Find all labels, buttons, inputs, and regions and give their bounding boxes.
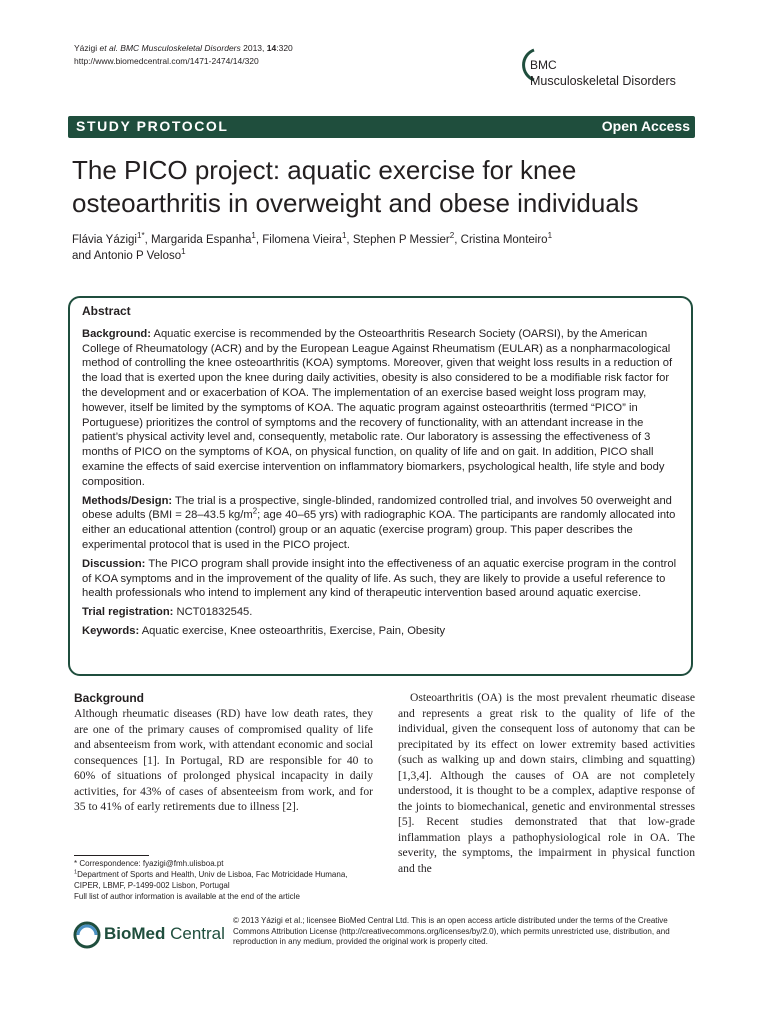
- footnotes: [74, 858, 374, 902]
- full-list-note: Full list of author information is available at the end of the article: [74, 892, 300, 901]
- abstract-discussion: Discussion: The PICO program shall provide insight into the effectiveness of an aquatic exercise program in the control of KOA symptoms and in the improvement of the quality of life. As such, they are likely to provide a useful reference to health professionals who intend to implement any kind of therapeutic intervention based around aquatic exercise.: [82, 557, 677, 600]
- author-list: Flávia Yázigi$^{1*}$, Margarida Espanha$^1$, Filomena Vieira$^1$, Stephen P Messier$^2$, Cristina Monteiro$^1$ and Antonio P Veloso$^1$: [72, 231, 553, 262]
- body-paragraph: Osteoarthritis (OA) is the most prevalent rheumatic disease and represents a great risk to the quality of life of the individual, given the consequent loss of autonomy that can be precipitated by its effect on lower extremity based activities (such as walking up and down stairs, climbing and squatting) [1,3,4]. Although the causes of OA are not completely understood, it is thought to be a complex, adaptive response of the joints to biomechanical, genetic and environmental stresses [5]. Recent studies demonstrated that that low-grade inflammation plays a pathophysiological role in OA. The severity, the symptoms, the impairment in physical function and the: [398, 691, 695, 875]
- article-type-label: STUDY PROTOCOL: [76, 118, 229, 134]
- biomed-central-logo: [72, 916, 225, 952]
- author[interactable]: Stephen P Messier$^2$: [352, 231, 455, 246]
- article-title: The PICO project: aquatic exercise for knee osteoarthritis in overweight and obese individuals: [72, 155, 639, 218]
- body-paragraph: Although rheumatic diseases (RD) have low death rates, they are one of the primary causes of compromised quality of life and absenteeism from work, with attendant economic and social consequences [1]. In Portugal, RD are responsible for 40 to 60% of situations of prolonged physical incapacity in daily activities, for 43% of cases of absenteeism from work, and for 35 to 41% of early retirements due to illness [2].: [74, 707, 373, 813]
- abstract-heading: Abstract: [82, 304, 131, 318]
- journal-logo: [514, 46, 714, 96]
- citation-line: Yázigi et al. BMC Musculoskeletal Disorders 2013, 14:320: [74, 43, 293, 53]
- affiliation-note: $^1$Department of Sports and Health, Univ de Lisboa, Fac Motricidade Humana, CIPER, LBMF, P-1499-002 Lisbon, Portugal: [74, 869, 348, 890]
- author[interactable]: Margarida Espanha$^1$: [151, 231, 256, 246]
- author[interactable]: Antonio P Veloso$^1$: [93, 247, 186, 262]
- biomed-central-wordmark: BioMed Central: [104, 924, 225, 943]
- body-column-left: [74, 690, 373, 815]
- abstract-box: [68, 296, 693, 676]
- body-column-right: [398, 690, 695, 876]
- copyright-notice: © 2013 Yázigi et al.; licensee BioMed Central Ltd. This is an open access article distributed under the terms of the Creative Commons Attribution License (http://creativecommons.org/licenses/by/2.0), which permits unrestricted use, distribution, and reproduction in any medium, provided the original work is properly cited.: [233, 916, 670, 946]
- footnote-rule: [74, 855, 149, 856]
- section-heading-background: Background: [74, 691, 145, 705]
- abstract-background: Background: Aquatic exercise is recommended by the Osteoarthritis Research Society (OARSI), by the American College of Rheumatology (ACR) and by the European League Against Rheumatism (EULAR) as a nonpharmacological method of controlling the knee osteoarthritis (KOA) symptoms. Moreover, given that weight loss results in a reduction of the load that is exerted upon the knee during daily activities, obesity is also considered to be a modifiable risk factor for the development and or exacerbation of KOA. The implementation of an exercise based weight loss program may, however, itself be limited by the symptoms of KOA. The aquatic program against osteoarthritis (termed “PICO” in Portuguese) prioritizes the control of symptoms and the recovery of functionality, with an attendant increase in the patient’s physical activity level and, consequently, metabolic rate. Our laboratory is assessing the effectiveness of 3 months of PICO on the symptoms of KOA, on physical function, on quality of life and on gait. In addition, PICO shall examine the effects of said exercise intervention on inflammatory biomarkers, psychological health, life style and body composition.: [82, 327, 673, 488]
- abstract-trial-registration: Trial registration: NCT01832545.: [82, 606, 253, 619]
- author[interactable]: Filomena Vieira$^1$: [262, 231, 347, 246]
- citation-header: [74, 42, 293, 68]
- abstract-methods: Methods/Design: The trial is a prospective, single-blinded, randomized controlled trial, and involves 50 overweight and obese adults (BMI = 28–43.5 $kg/m^2$; age 40–65 yrs) with radiographic KOA. The participants are randomly allocated into either an educational attention (control) group or an aquatic (exercise program) group. This paper describes the experimental protocol that is used in the PICO project.: [82, 494, 676, 551]
- correspondence-note: * Correspondence: fyazigi@fmh.ulisboa.pt: [74, 859, 224, 868]
- open-access-label: Open Access: [601, 118, 690, 134]
- abstract-content: [82, 304, 682, 643]
- abstract-keywords: Keywords: Aquatic exercise, Knee osteoarthritis, Exercise, Pain, Obesity: [82, 624, 446, 637]
- author[interactable]: Flávia Yázigi$^{1*}$: [72, 231, 145, 246]
- author[interactable]: Cristina Monteiro$^1$: [460, 231, 553, 246]
- journal-logo-brand: BMC: [530, 58, 557, 72]
- article-url[interactable]: http://www.biomedcentral.com/1471-2474/14/320: [74, 56, 259, 66]
- journal-logo-name: Musculoskeletal Disorders: [530, 74, 676, 88]
- biomed-central-swirl-icon: [72, 920, 102, 950]
